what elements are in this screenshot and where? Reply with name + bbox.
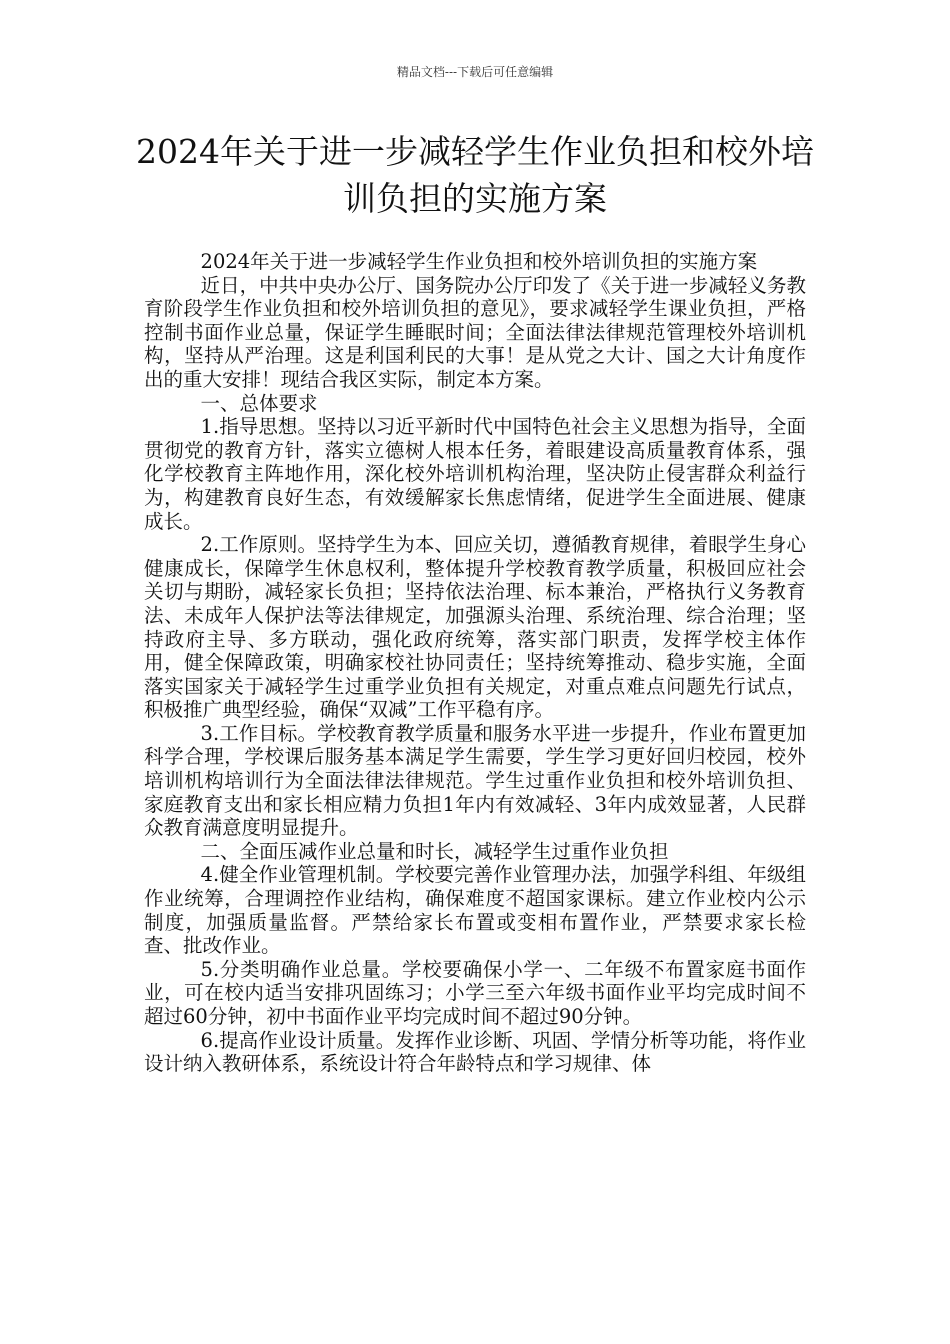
paragraph-work-goals: 3.工作目标。学校教育教学质量和服务水平进一步提升，作业布置更加科学合理，学校课后服务基本满足学生需要，学生学习更好回归校园，校外培训机构培训行为全面法律法律规范。学生过重作业负担和校外培训负担、家庭教育支出和家长相应精力负担1年内有效减轻、3年内成效显著，人民群众教育满意度明显提升。 (144, 721, 806, 840)
paragraph-guiding-thought: 1.指导思想。坚持以习近平新时代中国特色社会主义思想为指导，全面贯彻党的教育方针，落实立德树人根本任务，着眼建设高质量教育体系，强化学校教育主阵地作用，深化校外培训机构治理，坚决防止侵害群众利益行为，构建教育良好生态，有效缓解家长焦虑情绪，促进学生全面进展、健康成长。 (144, 415, 806, 533)
paragraph-homework-total: 5.分类明确作业总量。学校要确保小学一、二年级不布置家庭书面作业，可在校内适当安排巩固练习；小学三至六年级书面作业平均完成时间不超过60分钟，初中书面作业平均完成时间不超过90分钟。 (144, 957, 806, 1028)
section-heading-1: 一、总体要求 (200, 391, 318, 415)
paragraph-homework-quality: 6.提高作业设计质量。发挥作业诊断、巩固、学情分析等功能，将作业设计纳入教研体系，系统设计符合年龄特点和学习规律、体 (144, 1028, 806, 1076)
paragraph-repeat-title: 2024年关于进一步减轻学生作业负担和校外培训负担的实施方案 (200, 250, 758, 273)
paragraph-intro: 近日，中共中央办公厅、国务院办公厅印发了《关于进一步减轻义务教育阶段学生作业负担和校外培训负担的意见》，要求减轻学生课业负担，严格控制书面作业总量，保证学生睡眠时间；全面法律法律规范管理校外培训机构，坚持从严治理。这是利国利民的大事！是从党之大计、国之大计角度作出的重大安排！现结合我区实际，制定本方案。 (144, 273, 806, 391)
paragraph-work-principles: 2.工作原则。坚持学生为本、回应关切，遵循教育规律，着眼学生身心健康成长，保障学生休息权利，整体提升学校教育教学质量，积极回应社会关切与期盼，减轻家长负担；坚持依法治理、标本兼治，严格执行义务教育法、未成年人保护法等法律规定，加强源头治理、系统治理、综合治理；坚持政府主导、多方联动，强化政府统筹，落实部门职责，发挥学校主体作用，健全保障政策，明确家校社协同责任；坚持统筹推动、稳步实施，全面落实国家关于减轻学生过重学业负担有关规定，对重点难点问题先行试点，积极推广典型经验，确保“双减”工作平稳有序。 (144, 533, 806, 722)
document-body (144, 250, 806, 1076)
document-title: 2024年关于进一步减轻学生作业负担和校外培训负担的实施方案 (136, 132, 814, 218)
section-heading-2: 二、全面压减作业总量和时长，减轻学生过重作业负担 (200, 839, 669, 863)
paragraph-homework-mechanism: 4.健全作业管理机制。学校要完善作业管理办法，加强学科组、年级组作业统筹，合理调控作业结构，确保难度不超国家课标。建立作业校内公示制度，加强质量监督。严禁给家长布置或变相布置作业，严禁要求家长检查、批改作业。 (144, 863, 806, 958)
page-header: 精品文档---下载后可任意编辑 (396, 65, 554, 79)
